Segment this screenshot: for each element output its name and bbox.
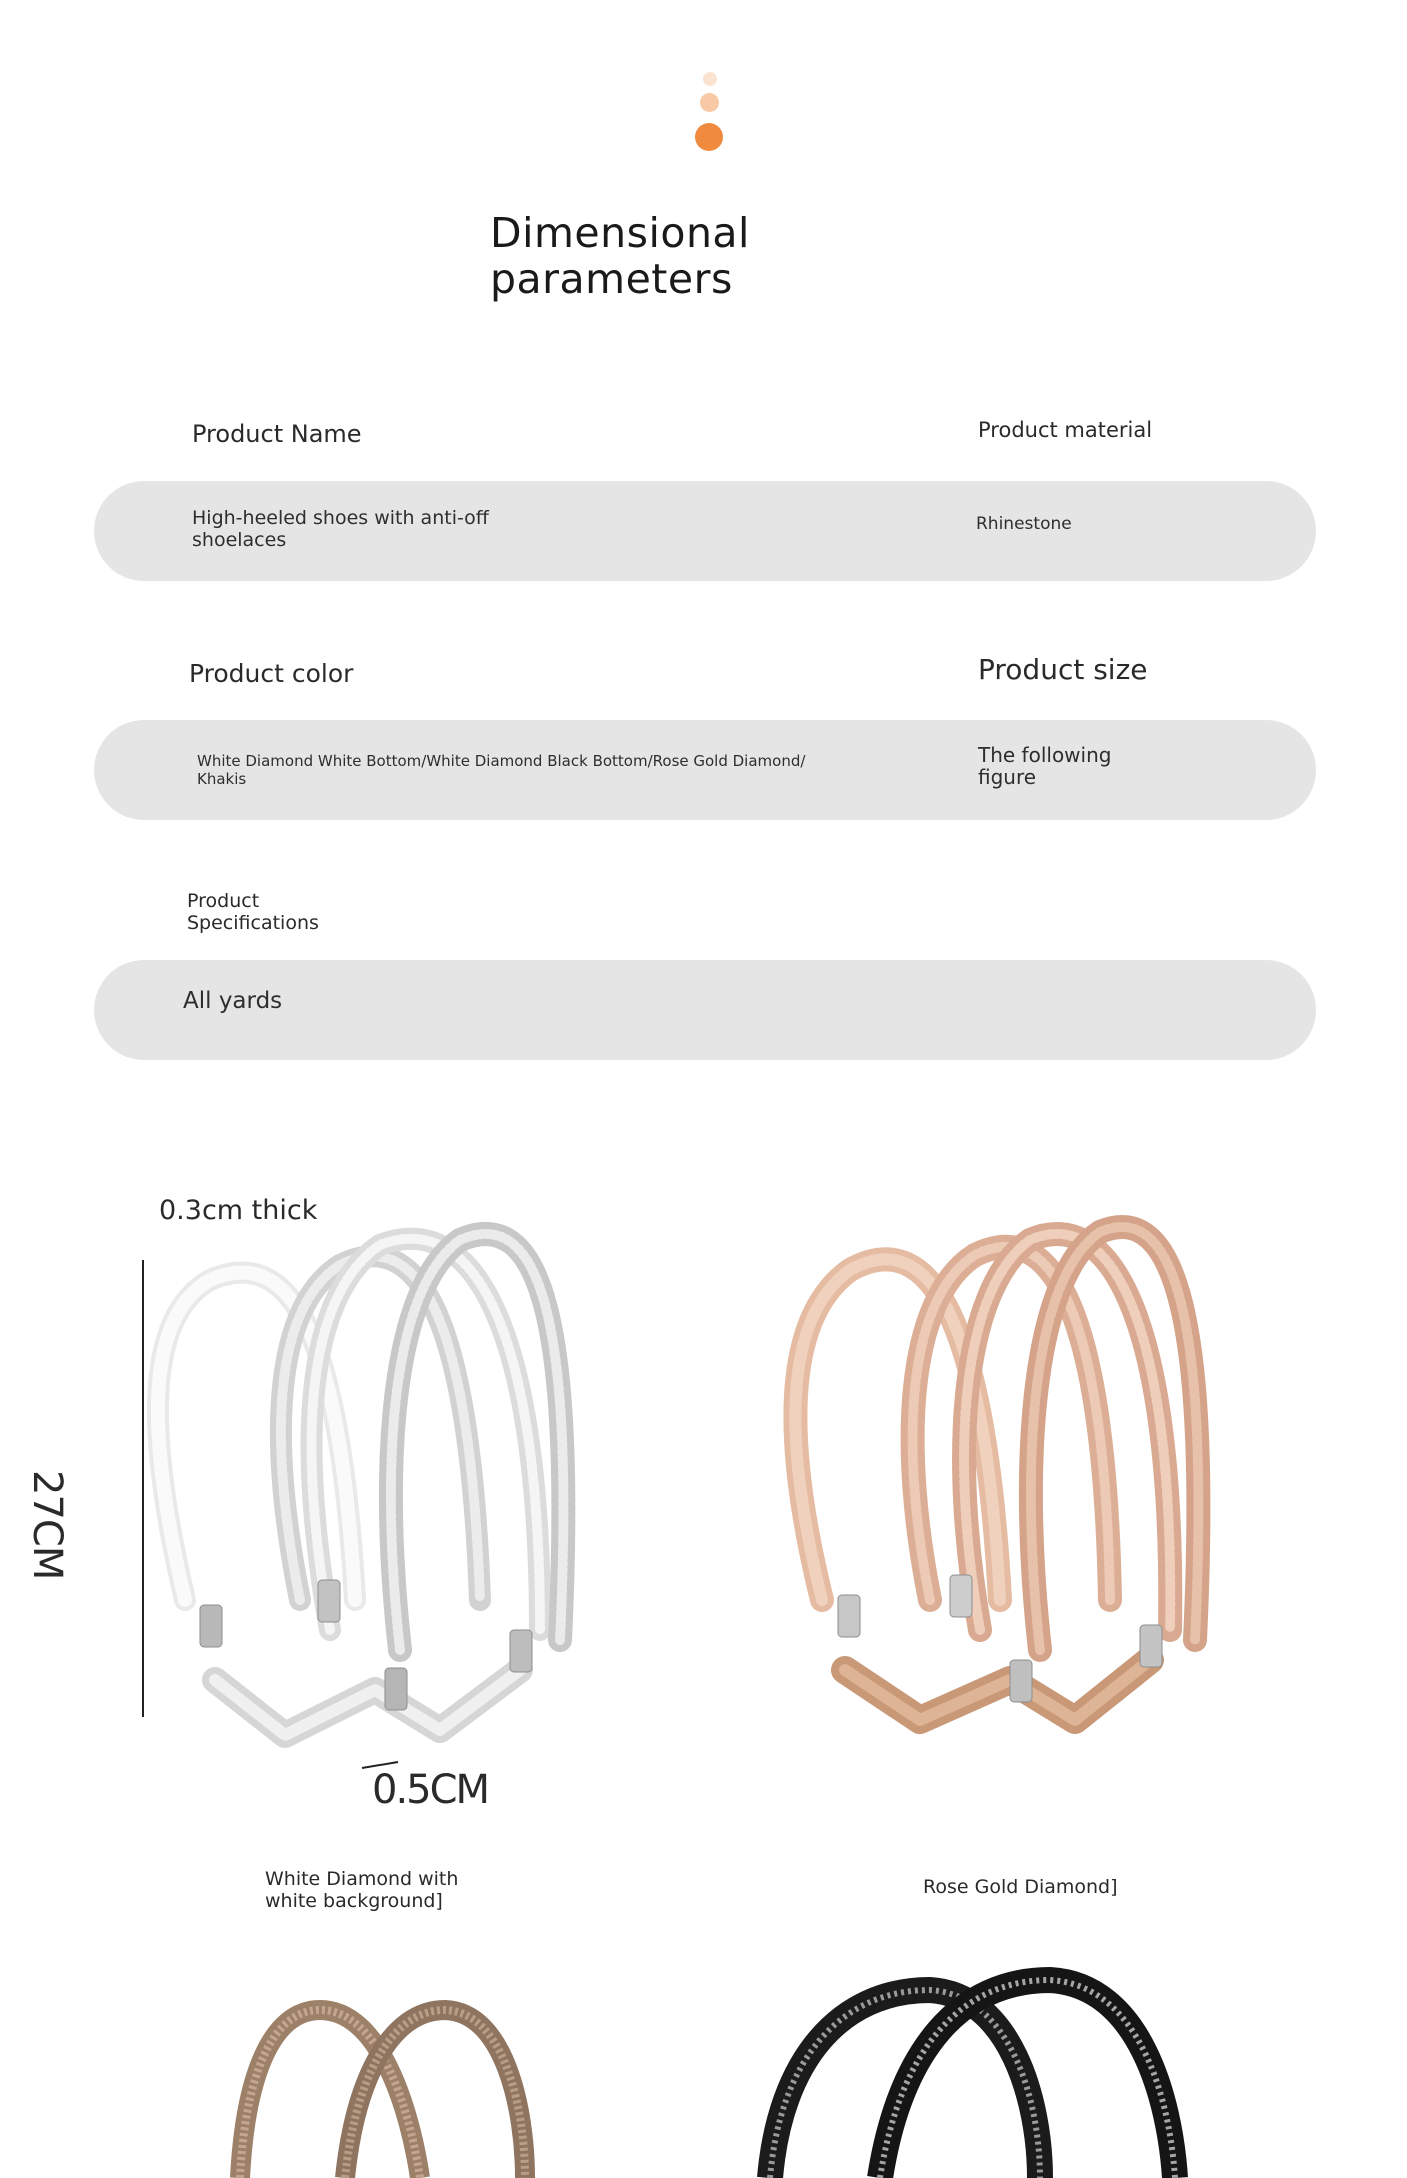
product-name-label: Product Name	[192, 420, 362, 448]
product-color-value-line1: White Diamond White Bottom/White Diamond Black Bottom/Rose Gold Diamond/	[197, 752, 806, 770]
caption-white-diamond-line1: White Diamond with	[265, 1868, 459, 1890]
product-spec-label-line1: Product	[187, 890, 260, 912]
height-dimension-label: 27CM	[24, 1470, 70, 1580]
width-dimension-label: 0.5CM	[372, 1767, 489, 1813]
white-diamond-strap-image	[158, 1234, 563, 1735]
khaki-strap-image	[240, 2010, 525, 2178]
caption-white-diamond	[265, 1868, 458, 1912]
product-size-label: Product size	[978, 653, 1148, 686]
thickness-label: 0.3cm thick	[159, 1195, 318, 1226]
product-material-value: Rhinestone	[976, 514, 1072, 534]
product-name-value-line2: shoelaces	[192, 529, 287, 551]
product-name-value-line1: High-heeled shoes with anti-off	[192, 507, 489, 529]
product-size-value-line2: figure	[978, 765, 1037, 789]
product-color-label: Product color	[189, 659, 354, 688]
section-title-line1: Dimensional	[490, 209, 750, 257]
section-title-line2: parameters	[490, 255, 733, 303]
product-size-value-line1: The following	[978, 743, 1112, 767]
caption-white-diamond-line2: white background]	[265, 1890, 443, 1912]
product-spec-value: All yards	[183, 988, 283, 1014]
caption-rose-gold-diamond: Rose Gold Diamond]	[923, 1876, 1118, 1898]
product-material-label: Product material	[978, 418, 1153, 442]
product-color-value-line2: Khakis	[197, 770, 247, 788]
product-spec-label-line2: Specifications	[187, 912, 319, 934]
black-strap-image	[770, 1980, 1175, 2178]
rose-gold-strap-image	[795, 1227, 1198, 1720]
